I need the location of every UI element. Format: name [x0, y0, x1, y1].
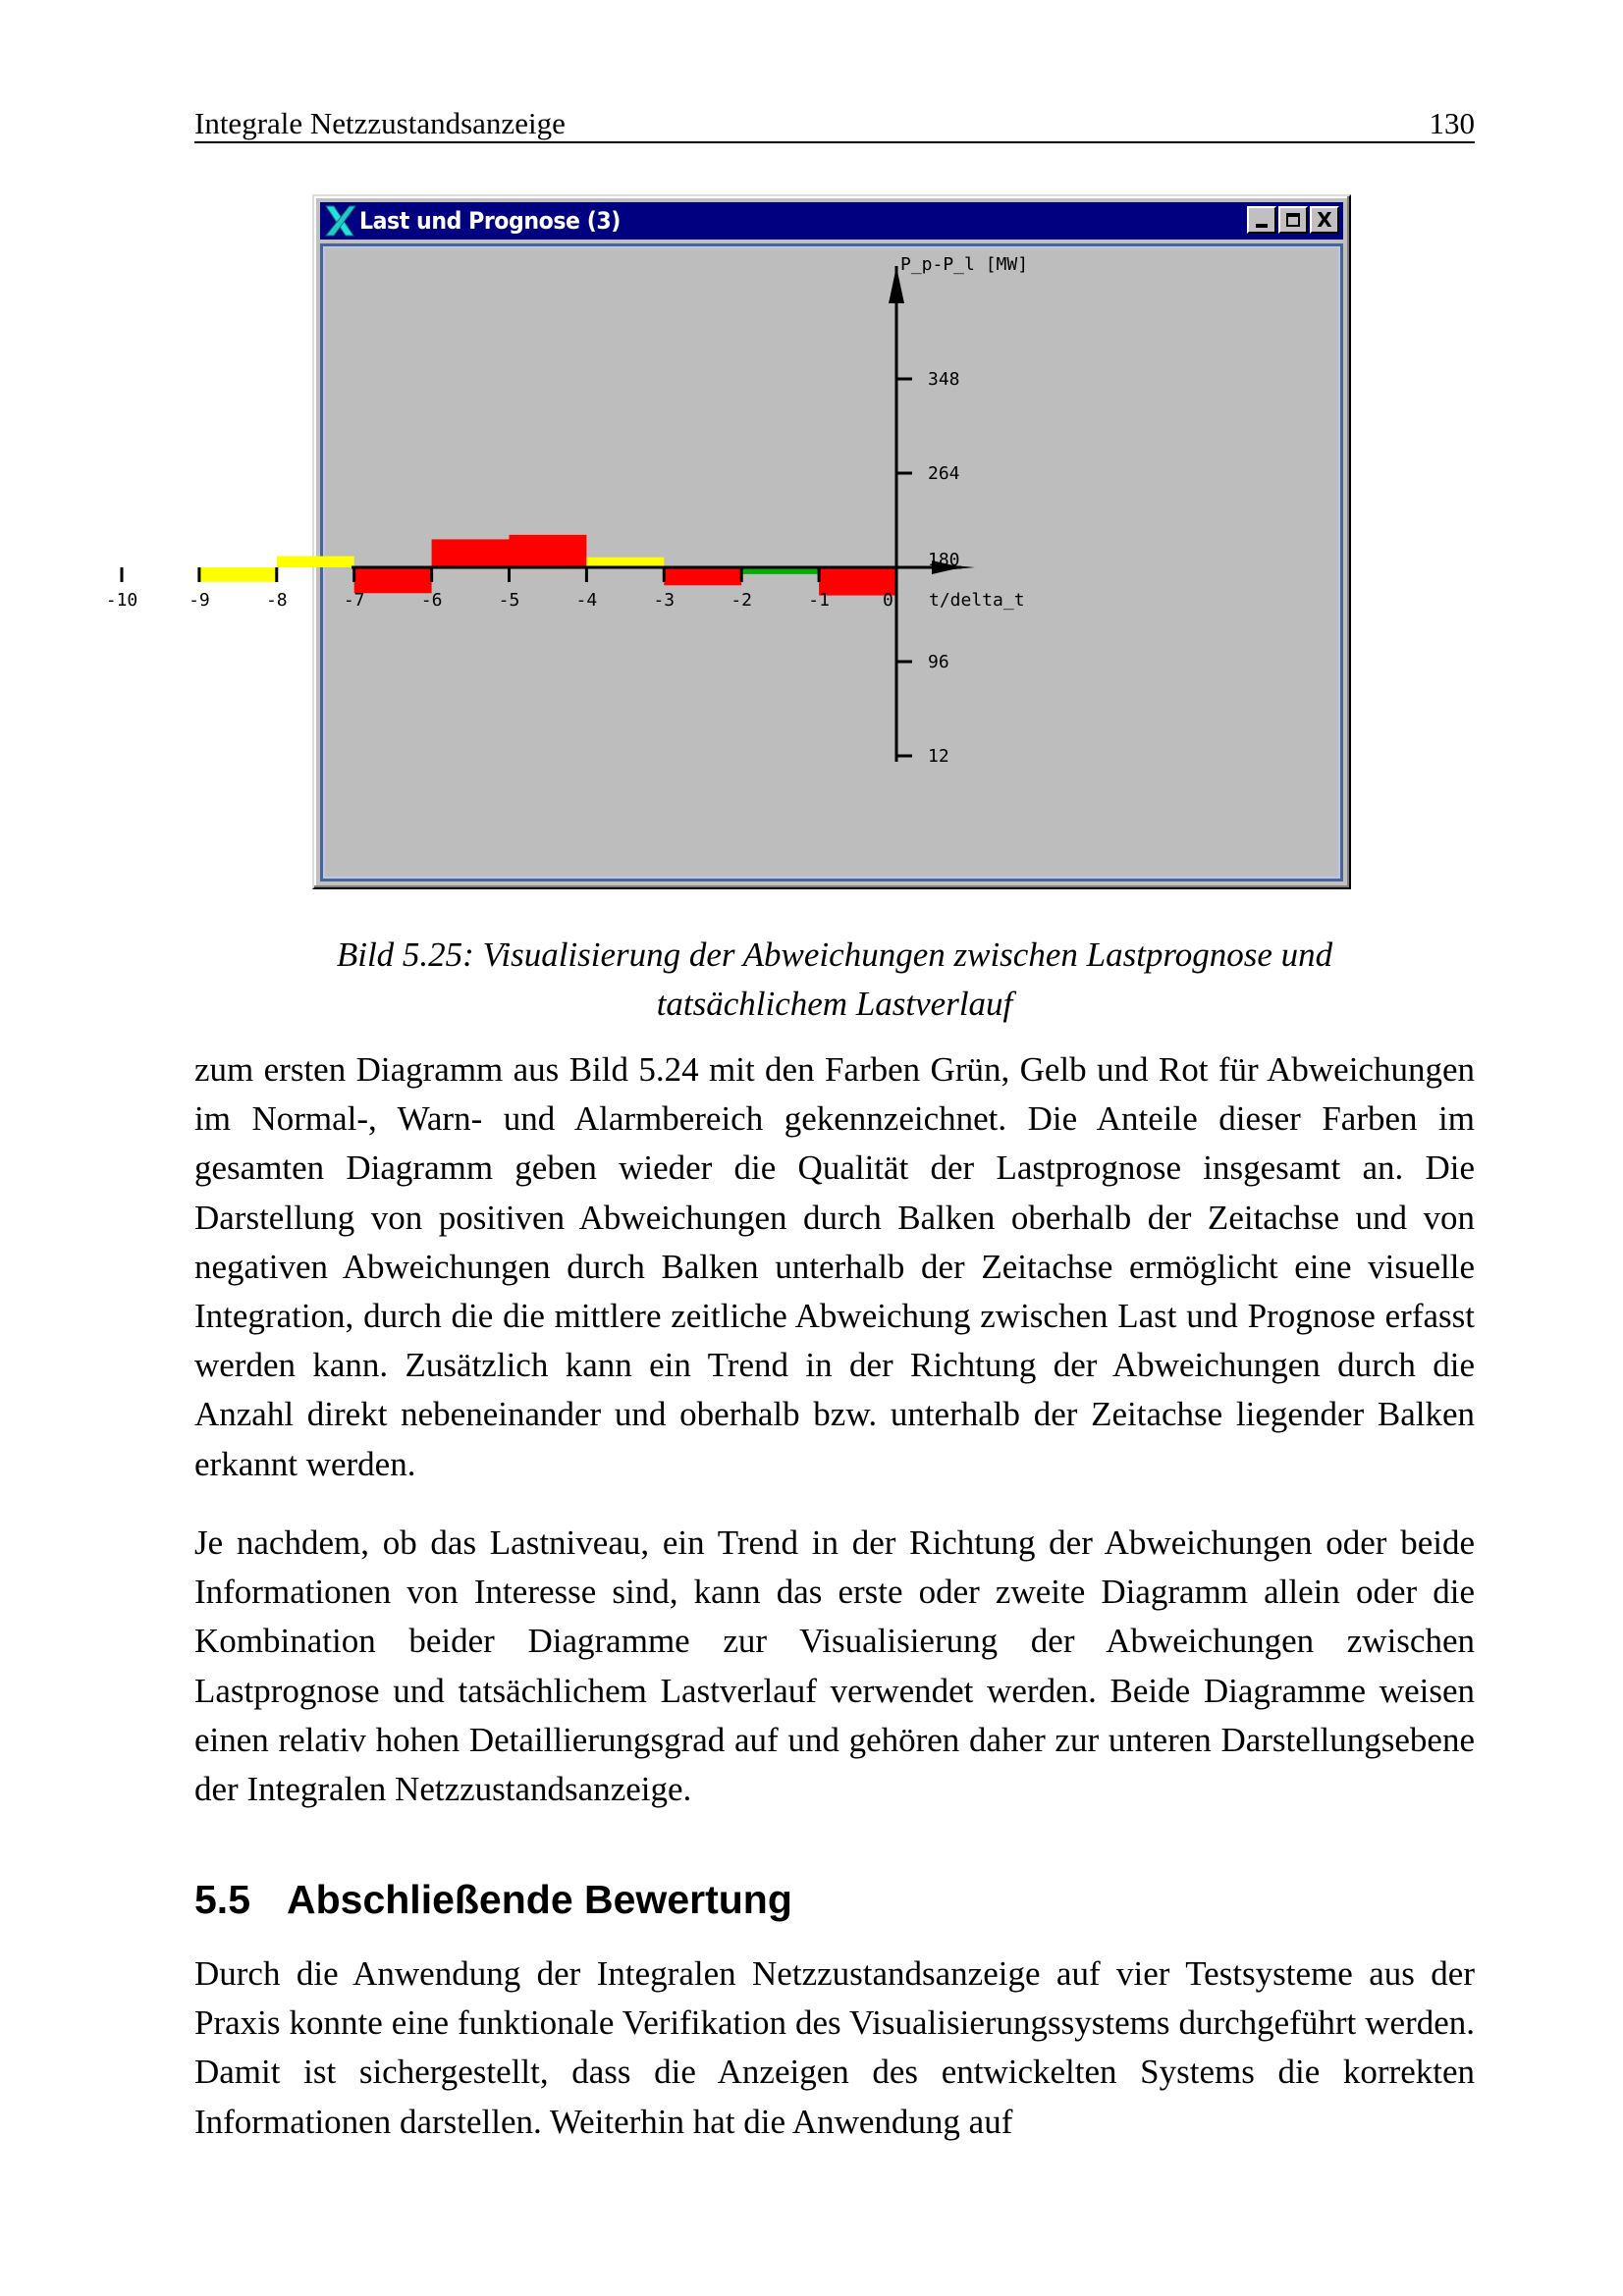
x-tick-label: -7 [343, 590, 365, 611]
window-controls [1245, 206, 1339, 234]
minimize-icon [1256, 224, 1268, 228]
x-tick-label: -5 [498, 590, 520, 611]
running-header [194, 106, 1475, 143]
bar-alarm [664, 567, 741, 585]
figure-caption-line-1: Bild 5.25: Visualisierung der Abweichungen zwischen Lastprognose und [336, 935, 1333, 974]
section-number: 5.5 [194, 1877, 250, 1922]
maximize-button[interactable] [1278, 206, 1308, 234]
x-tick-label: -2 [730, 590, 753, 611]
minimize-button[interactable] [1247, 206, 1276, 234]
close-icon: X [1317, 208, 1332, 232]
maximize-icon [1286, 213, 1300, 227]
x-logo-icon [322, 204, 357, 238]
page-number: 130 [1429, 106, 1475, 140]
body-paragraph-2: Je nachdem, ob das Lastniveau, ein Trend in der Richtung der Abweichungen oder beide Informationen von Interesse sind, kann das erste oder zweite Diagramm allein oder die Kombination beider Diagramme zur Visualisierung der Abweichungen zwischen Lastprognose und tatsächlichem Lastverlauf verwendet werden. Beide Diagramme weisen einen relativ hohen Detaillierungsgrad auf und gehören daher zur unteren Darstellungsebene der Integralen Netzzustandsanzeige. [194, 1523, 1475, 1809]
y-tick-label: 348 [928, 369, 960, 390]
chart-bars [199, 535, 896, 596]
y-tick-label: 96 [928, 652, 949, 672]
y-tick-label: 264 [928, 463, 960, 484]
x-tick-label: 0 [883, 590, 893, 611]
x-axis-label: t/delta_t [929, 590, 1025, 611]
x-tick-label: -9 [189, 590, 210, 611]
x-tick-label: -6 [420, 590, 443, 611]
bar-warn [199, 567, 277, 582]
x-tick-label: -10 [105, 590, 138, 611]
window-title: Last und Prognose (3) [359, 207, 621, 235]
close-button[interactable] [1310, 206, 1339, 234]
y-tick-label: 12 [928, 746, 949, 767]
x-tick-label: -4 [575, 590, 598, 611]
x-tick-label: -1 [808, 590, 830, 611]
figure-caption [196, 931, 1473, 1029]
y-tick-label: 180 [928, 550, 960, 570]
window-titlebar[interactable] [320, 202, 1343, 240]
running-header-title: Integrale Netzzustandsanzeige [194, 106, 566, 140]
bar-warn [277, 557, 354, 567]
figure-caption-line-2: tatsächlichem Lastverlauf [656, 985, 1013, 1023]
chart-window [105, 194, 1351, 889]
chart-area [105, 243, 1343, 881]
bar-alarm [432, 539, 510, 567]
x-tick-label: -8 [265, 590, 288, 611]
deviation-bar-chart [105, 246, 1344, 884]
y-axis-label: P_p-P_l [MW] [900, 254, 1029, 275]
bar-alarm [354, 567, 432, 593]
body-paragraph-1: zum ersten Diagramm aus Bild 5.24 mit den Farben Grün, Gelb und Rot für Abweichungen im Normal-, Warn- und Alarmbereich gekennzeichnet. Die Anteile dieser Farben im gesamten Diagramm geben wieder die Qualität der Lastprognose insgesamt an. Die Darstellung von positiven Abweichungen durch Balken oberhalb der Zeitachse und von negativen Abweichungen durch Balken unterhalb der Zeitachse ermöglicht eine visuelle Integration, durch die die mittlere zeitliche Abweichung zwischen Last und Prognose erfasst werden kann. Zusätzlich kann ein Trend in der Richtung der Abweichungen durch die Anzahl direkt nebeneinander und oberhalb bzw. unterhalb der Zeitachse liegender Balken erkannt werden. [194, 1050, 1475, 1483]
y-axis-ticks [896, 369, 960, 767]
bar-alarm [510, 535, 587, 567]
section-heading [194, 1875, 792, 1924]
bar-warn [586, 558, 664, 567]
x-tick-label: -3 [653, 590, 676, 611]
section-title: Abschließende Bewertung [287, 1877, 792, 1922]
body-paragraph-3: Durch die Anwendung der Integralen Netzzustandsanzeige auf vier Testsysteme aus der Praxis konnte eine funktionale Verifikation des Visualisierungssystems durchgeführt werden. Damit ist sichergestellt, dass die Anzeigen des entwickelten Systems die korrekten Informationen darstellen. Weiterhin hat die Anwendung auf [194, 1954, 1475, 2141]
